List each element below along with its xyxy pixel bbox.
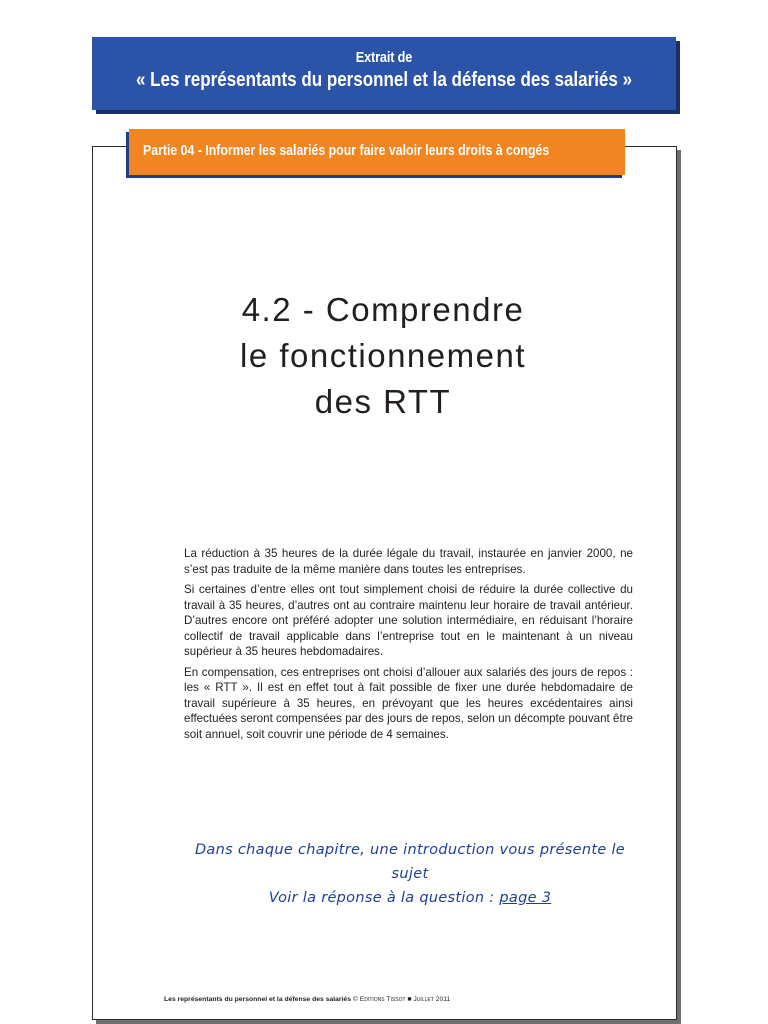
footer-copyright: © Editions Tissot	[352, 996, 406, 1003]
note-line-2-text: Voir la réponse à la question :	[268, 890, 500, 906]
section-label: Partie 04 - Informer les salariés pour faire valoir leurs droits à congés	[143, 143, 550, 159]
section-strip	[129, 129, 625, 175]
page-link[interactable]: page 3	[499, 890, 552, 906]
header-banner	[92, 37, 676, 110]
intro-paragraph: En compensation, ces entreprises ont choisi d’allouer aux salariés des jours de repos : les « RTT ». Il est en effet tout à fait possible de fixer une durée hebdomadaire de travail supérieure à 35 heures, en prévoyant que les heures excédentaires ainsi effectuées seront compensées par des jours de repos, selon un décompte pouvant être soit annuel, soit couvrir une période de 4 semaines.	[184, 665, 633, 741]
handwritten-note	[190, 838, 630, 910]
chapter-title-line-1: 4.2 - Comprendre	[241, 291, 525, 328]
intro-paragraph: Si certaines d’entre elles ont tout simplement choisi de réduire la durée collective du travail à 35 heures, d’autres ont au contraire maintenu leur horaire de travail antérieur. D’autres encore ont préféré adopter une solution intermédiaire, en réduisant l’horaire collectif de travail applicable dans l’entreprise tout en le maintenant à un niveau supérieur à 35 heures hebdomadaires.	[184, 583, 633, 658]
header-extract-label: Extrait de	[355, 49, 413, 66]
chapter-title-line-2: le fonctionnement	[239, 337, 526, 374]
chapter-title	[150, 287, 616, 425]
footer-separator: ■	[407, 996, 412, 1003]
footer-date: Juillet 2011	[413, 996, 451, 1003]
note-line-1: Dans chaque chapitre, une introduction vous présente le sujet	[194, 842, 626, 882]
page-footer	[164, 996, 450, 1003]
note-line-2	[190, 886, 630, 910]
intro-body	[184, 546, 633, 747]
header-book-title: « Les représentants du personnel et la défense des salariés »	[135, 69, 633, 91]
intro-paragraph: La réduction à 35 heures de la durée légale du travail, instaurée en janvier 2000, ne s’est pas traduite de la même manière dans toutes les entreprises.	[184, 547, 633, 576]
chapter-title-line-3: des RTT	[314, 383, 452, 420]
footer-book-title: Les représentants du personnel et la défense des salariés	[164, 996, 351, 1003]
